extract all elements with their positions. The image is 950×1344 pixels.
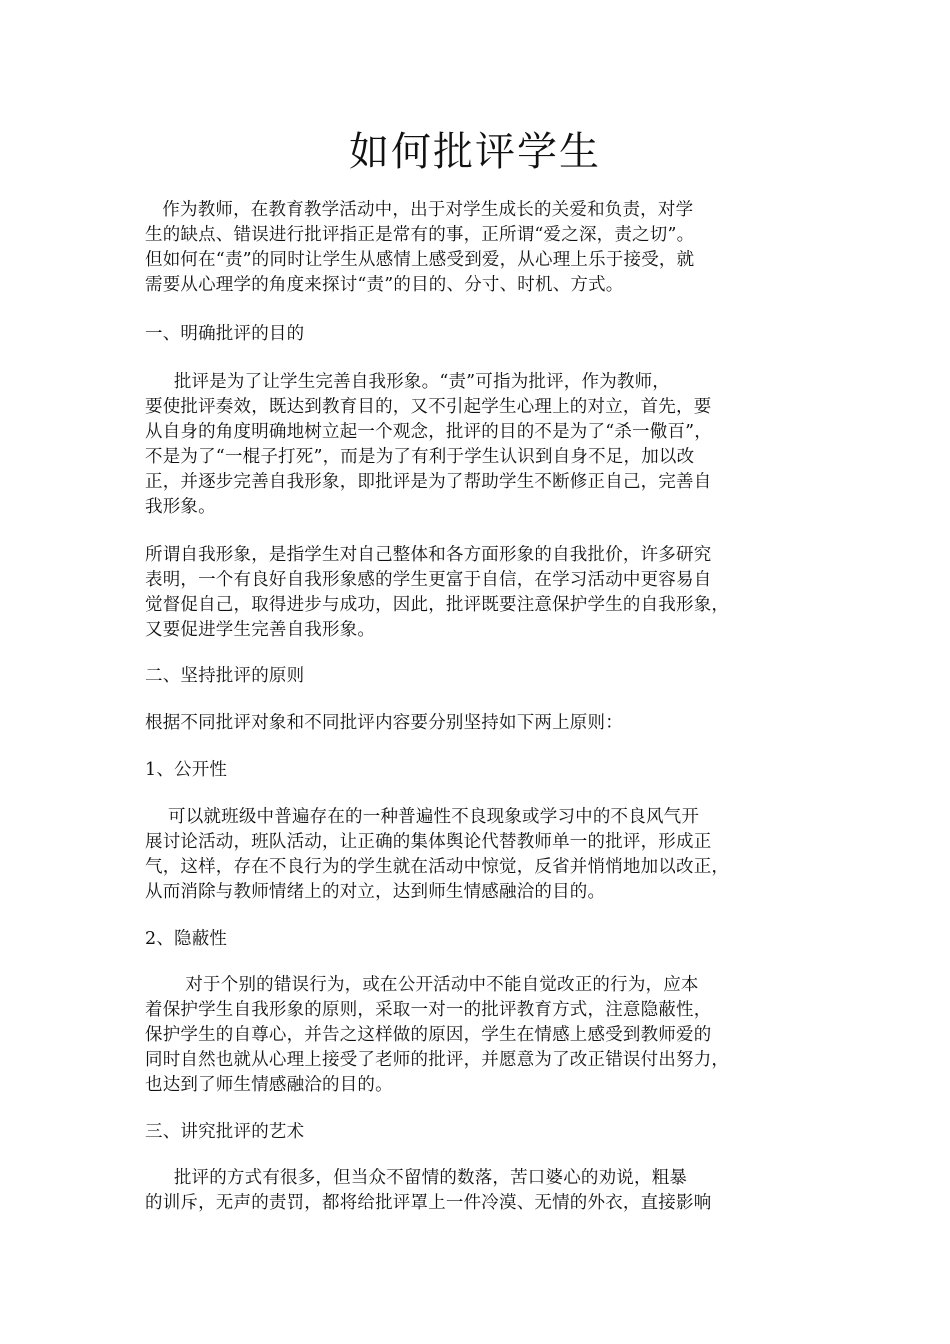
body-text-line: 需要从心理学的角度来探讨“责”的目的、分寸、时机、方式。	[145, 275, 624, 295]
body-text-line: 对于个别的错误行为，或在公开活动中不能自觉改正的行为，应本	[145, 975, 699, 995]
body-text-line: 气，这样，存在不良行为的学生就在活动中惊觉，反省并悄悄地加以改正，	[145, 857, 730, 877]
body-text-line: 但如何在“责”的同时让学生从感情上感受到爱，从心理上乐于接受，就	[145, 250, 695, 270]
section-heading: 一、明确批评的目的	[145, 324, 305, 344]
body-text-line: 也达到了师生情感融洽的目的。	[145, 1075, 393, 1095]
body-text-line: 可以就班级中普遍存在的一种普遍性不良现象或学习中的不良风气开	[145, 807, 700, 827]
section-heading: 三、讲究批评的艺术	[145, 1122, 305, 1142]
body-text-line: 展讨论活动，班队活动，让正确的集体舆论代替教师单一的批评，形成正	[145, 832, 712, 852]
document-title: 如何批评学生	[349, 129, 601, 175]
body-text-line: 同时自然也就从心理上接受了老师的批评，并愿意为了改正错误付出努力，	[145, 1050, 730, 1070]
subsection-heading: 1、公开性	[145, 760, 228, 780]
body-text-line: 表明，一个有良好自我形象感的学生更富于自信，在学习活动中更容易自	[145, 570, 712, 590]
body-text-line: 所谓自我形象，是指学生对自己整体和各方面形象的自我批价，许多研究	[145, 545, 712, 565]
body-text-line: 生的缺点、错误进行批评指正是常有的事，正所谓“爱之深，责之切”。	[145, 225, 695, 245]
body-text-line: 批评的方式有很多，但当众不留情的数落，苦口婆心的劝说，粗暴	[145, 1168, 688, 1188]
body-text-line: 保护学生的自尊心，并告之这样做的原因，学生在情感上感受到教师爱的	[145, 1025, 712, 1045]
body-text-line: 不是为了“一棍子打死”，而是为了有利于学生认识到自身不足，加以改	[145, 447, 695, 467]
body-text-line: 根据不同批评对象和不同批评内容要分别坚持如下两上原则：	[145, 713, 623, 733]
body-text-line: 觉督促自己，取得进步与成功，因此，批评既要注意保护学生的自我形象，	[145, 595, 730, 615]
body-text-line: 要使批评奏效，既达到教育目的，又不引起学生心理上的对立，首先，要	[145, 397, 712, 417]
body-text-line: 我形象。	[145, 497, 216, 517]
body-text-line: 又要促进学生完善自我形象。	[145, 620, 376, 640]
section-heading: 二、坚持批评的原则	[145, 666, 305, 686]
body-text-line: 从自身的角度明确地树立起一个观念，批评的目的不是为了“杀一儆百”，	[145, 422, 712, 442]
body-text-line: 正，并逐步完善自我形象，即批评是为了帮助学生不断修正自己，完善自	[145, 472, 712, 492]
body-text-line: 作为教师，在教育教学活动中，出于对学生成长的关爱和负责，对学	[145, 200, 694, 220]
subsection-heading: 2、隐蔽性	[145, 929, 228, 949]
body-text-line: 批评是为了让学生完善自我形象。“责”可指为批评，作为教师，	[145, 372, 671, 392]
body-text-line: 从而消除与教师情绪上的对立，达到师生情感融洽的目的。	[145, 882, 606, 902]
body-text-line: 的训斥，无声的责罚，都将给批评罩上一件冷漠、无情的外衣，直接影响	[145, 1193, 712, 1213]
body-text-line: 着保护学生自我形象的原则，采取一对一的批评教育方式，注意隐蔽性，	[145, 1000, 712, 1020]
